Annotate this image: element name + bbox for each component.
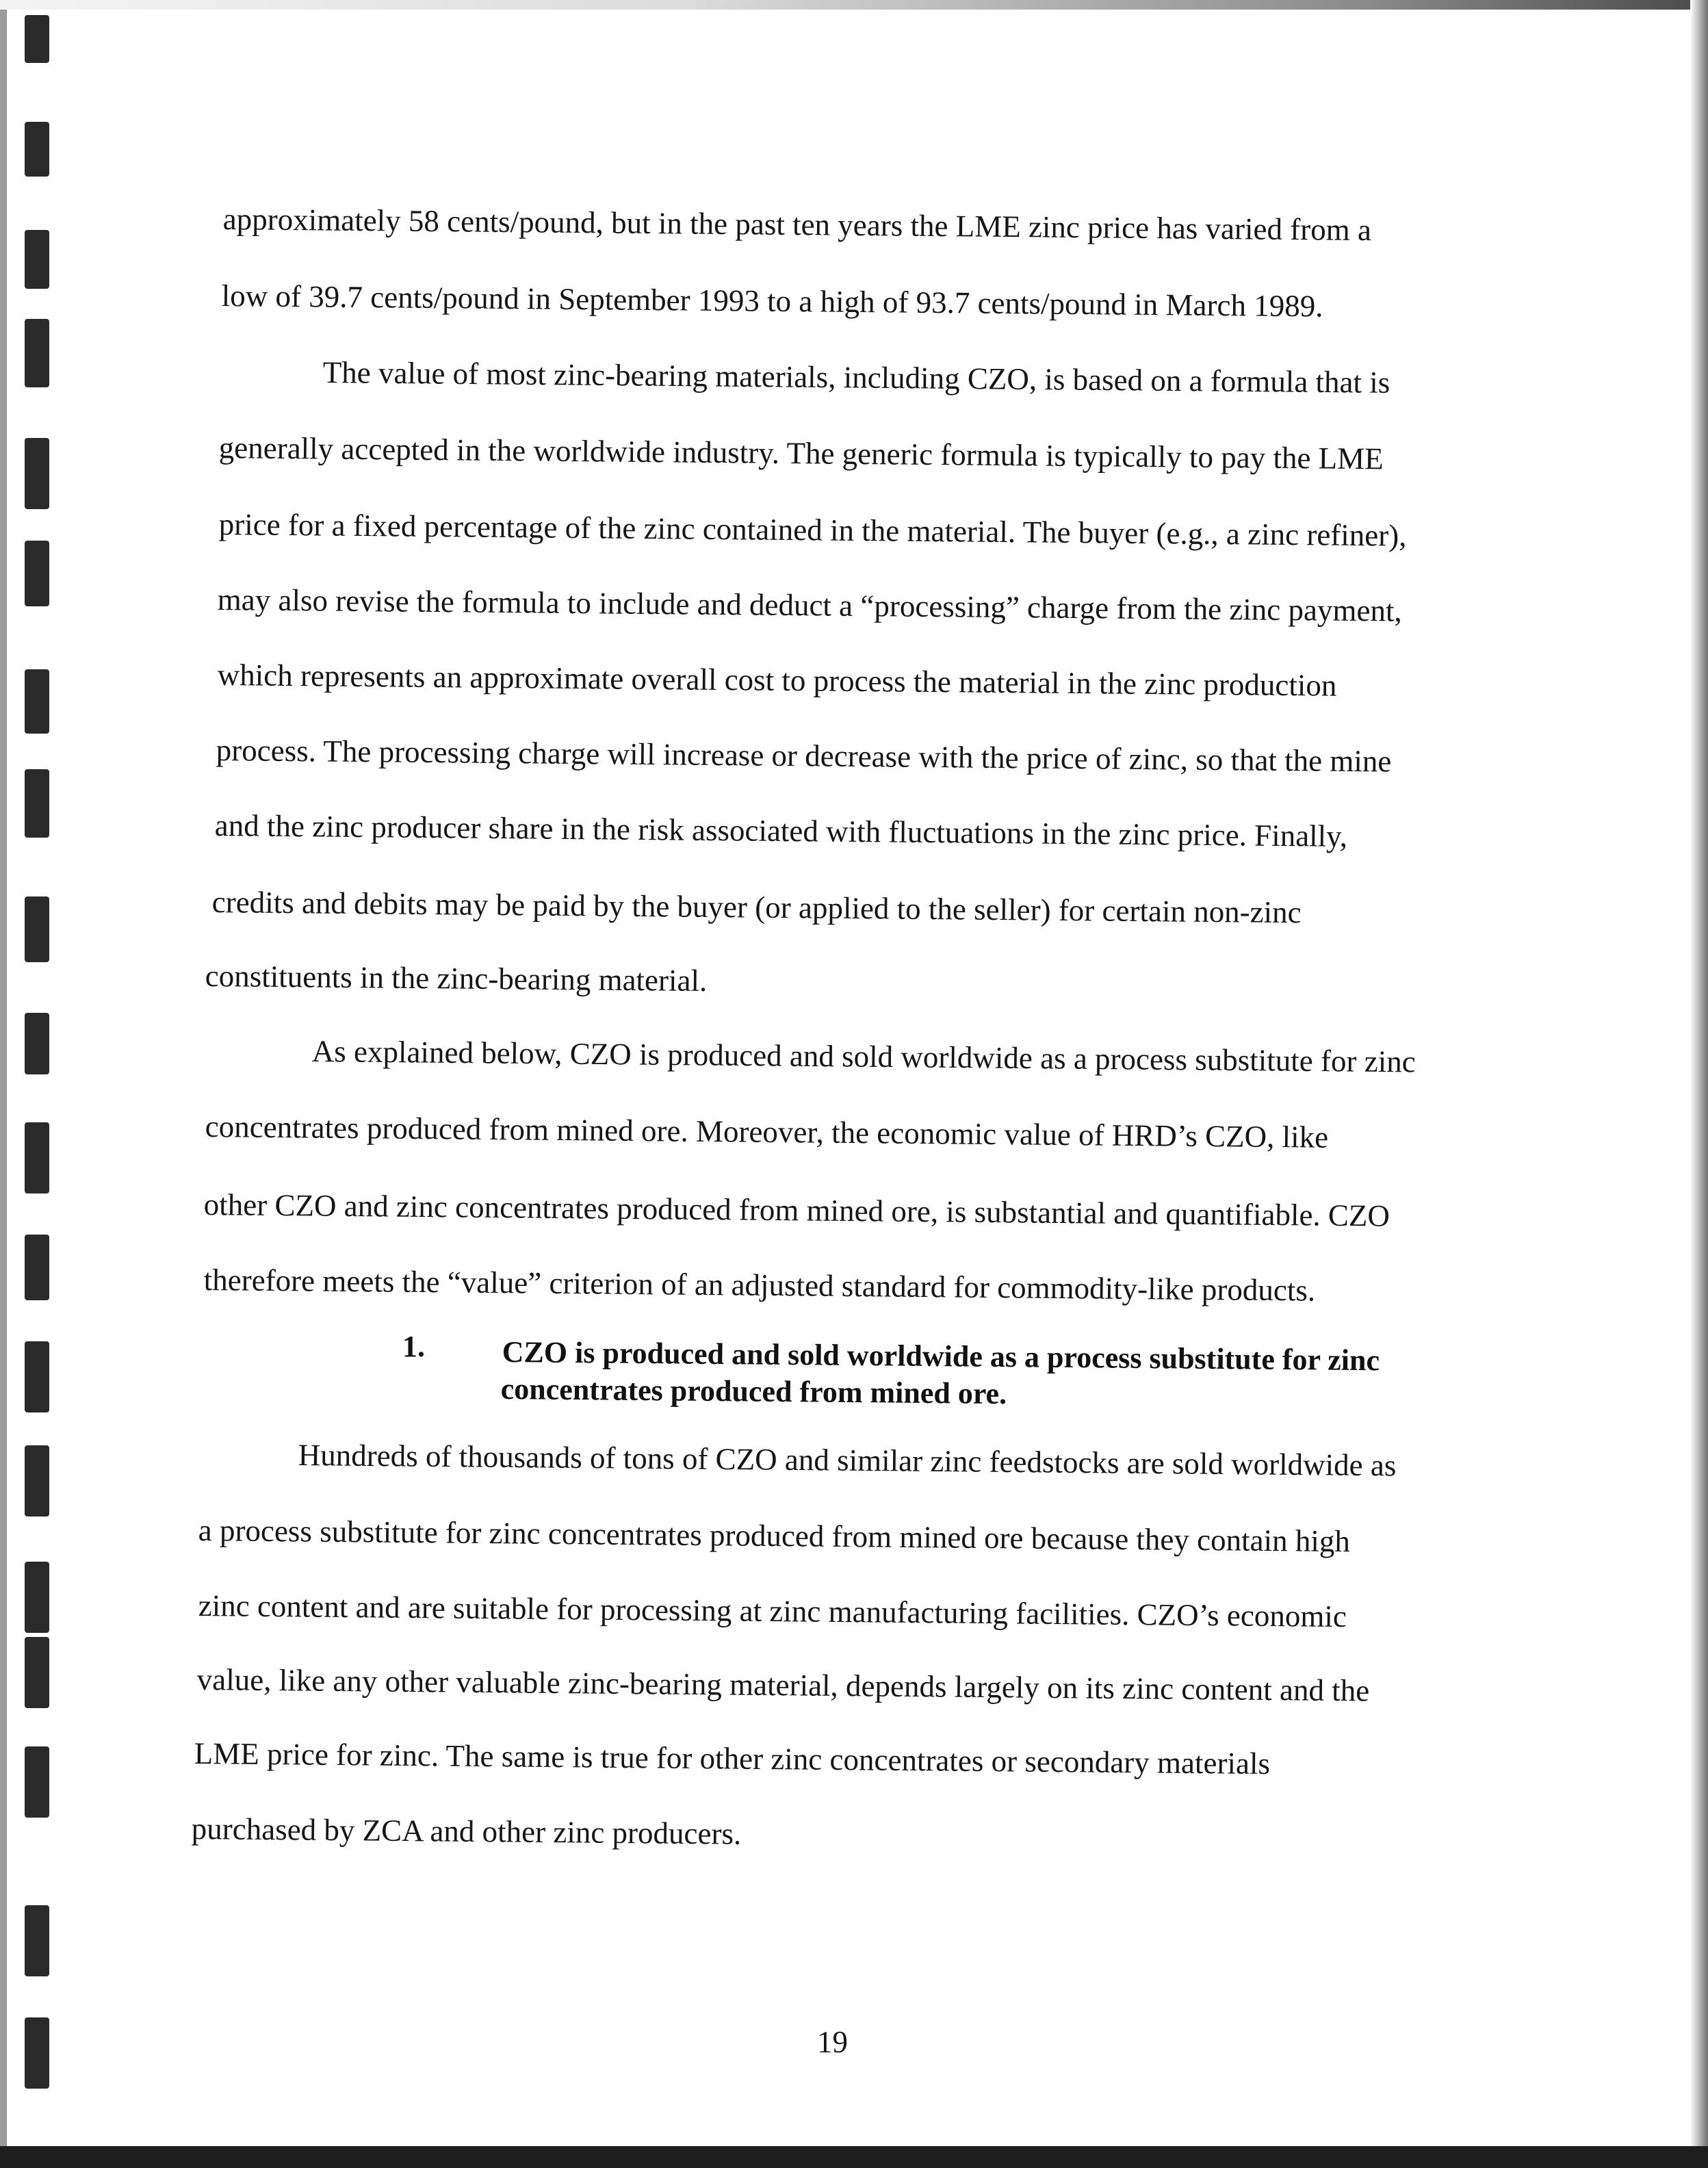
body-text-line: zinc content and are suitable for processing at zinc manufacturing facilities. CZO’s economic xyxy=(198,1588,1347,1634)
binding-punch-mark xyxy=(25,1341,49,1412)
body-text-line: value, like any other valuable zinc-bearing material, depends largely on its zinc content and the xyxy=(196,1662,1370,1708)
body-text-line: price for a fixed percentage of the zinc contained in the material. The buyer (e.g., a zinc refiner), xyxy=(218,507,1407,553)
page-number: 19 xyxy=(817,2025,848,2059)
binding-punch-mark xyxy=(25,541,49,606)
body-text-line: generally accepted in the worldwide industry. The generic formula is typically to pay the LME xyxy=(218,430,1384,476)
body-text-line: The value of most zinc-bearing materials, including CZO, is based on a formula that is xyxy=(322,355,1390,400)
section-heading-line: concentrates produced from mined ore. xyxy=(500,1372,1007,1411)
body-text-line: purchased by ZCA and other zinc producers. xyxy=(191,1811,742,1851)
binding-punch-mark xyxy=(25,319,49,387)
binding-punch-mark xyxy=(25,1562,49,1633)
binding-punch-mark xyxy=(25,1235,49,1300)
binding-punch-mark xyxy=(25,1637,49,1708)
binding-punch-mark xyxy=(25,1445,49,1517)
binding-punch-mark xyxy=(25,1746,49,1818)
binding-punch-mark xyxy=(25,2017,49,2089)
body-text-line: credits and debits may be paid by the buyer (or applied to the seller) for certain non-zinc xyxy=(211,885,1302,930)
section-heading-line: CZO is produced and sold worldwide as a process substitute for zinc xyxy=(502,1335,1380,1378)
body-text-line: therefore meets the “value” criterion of an adjusted standard for commodity-like products. xyxy=(203,1263,1316,1308)
body-text-line: a process substitute for zinc concentrates produced from mined ore because they contain high xyxy=(198,1513,1351,1559)
binding-punch-mark xyxy=(25,1013,49,1074)
body-text-line: concentrates produced from mined ore. Moreover, the economic value of HRD’s CZO, like xyxy=(205,1109,1329,1154)
binding-punch-mark xyxy=(25,438,49,509)
binding-punch-mark xyxy=(25,230,49,289)
binding-punch-mark xyxy=(25,1905,49,1976)
binding-punch-mark xyxy=(25,122,49,177)
body-text-line: which represents an approximate overall cost to process the material in the zinc production xyxy=(217,658,1337,703)
binding-punch-mark xyxy=(25,769,49,838)
scan-top-edge xyxy=(0,0,1708,10)
scan-right-edge xyxy=(1690,0,1708,2168)
scan-bottom-edge xyxy=(0,2146,1708,2168)
binding-punch-mark xyxy=(25,669,49,734)
body-text-line: constituents in the zinc-bearing material. xyxy=(205,959,708,998)
body-text-line: As explained below, CZO is produced and sold worldwide as a process substitute for zinc xyxy=(311,1034,1416,1079)
section-heading-number: 1. xyxy=(402,1330,425,1363)
body-text-line: may also revise the formula to include and deduct a “processing” charge from the zinc payment, xyxy=(217,582,1402,628)
body-text-line: process. The processing charge will increase or decrease with the price of zinc, so that the mine xyxy=(216,733,1392,779)
scan-left-edge xyxy=(0,0,7,2168)
binding-punch-mark xyxy=(25,896,49,962)
body-text-line: and the zinc producer share in the risk associated with fluctuations in the zinc price. Finally, xyxy=(214,808,1348,853)
binding-punch-mark xyxy=(25,15,49,63)
body-text-line: approximately 58 cents/pound, but in the past ten years the LME zinc price has varied from a xyxy=(222,202,1372,248)
body-text-line: Hundreds of thousands of tons of CZO and similar zinc feedstocks are sold worldwide as xyxy=(298,1438,1397,1483)
body-text-line: low of 39.7 cents/pound in September 1993 to a high of 93.7 cents/pound in March 1989. xyxy=(221,279,1323,324)
body-text-line: other CZO and zinc concentrates produced from mined ore, is substantial and quantifiable. CZO xyxy=(203,1187,1390,1233)
body-text-line: LME price for zinc. The same is true for other zinc concentrates or secondary materials xyxy=(194,1736,1271,1781)
binding-punch-mark xyxy=(25,1122,49,1193)
